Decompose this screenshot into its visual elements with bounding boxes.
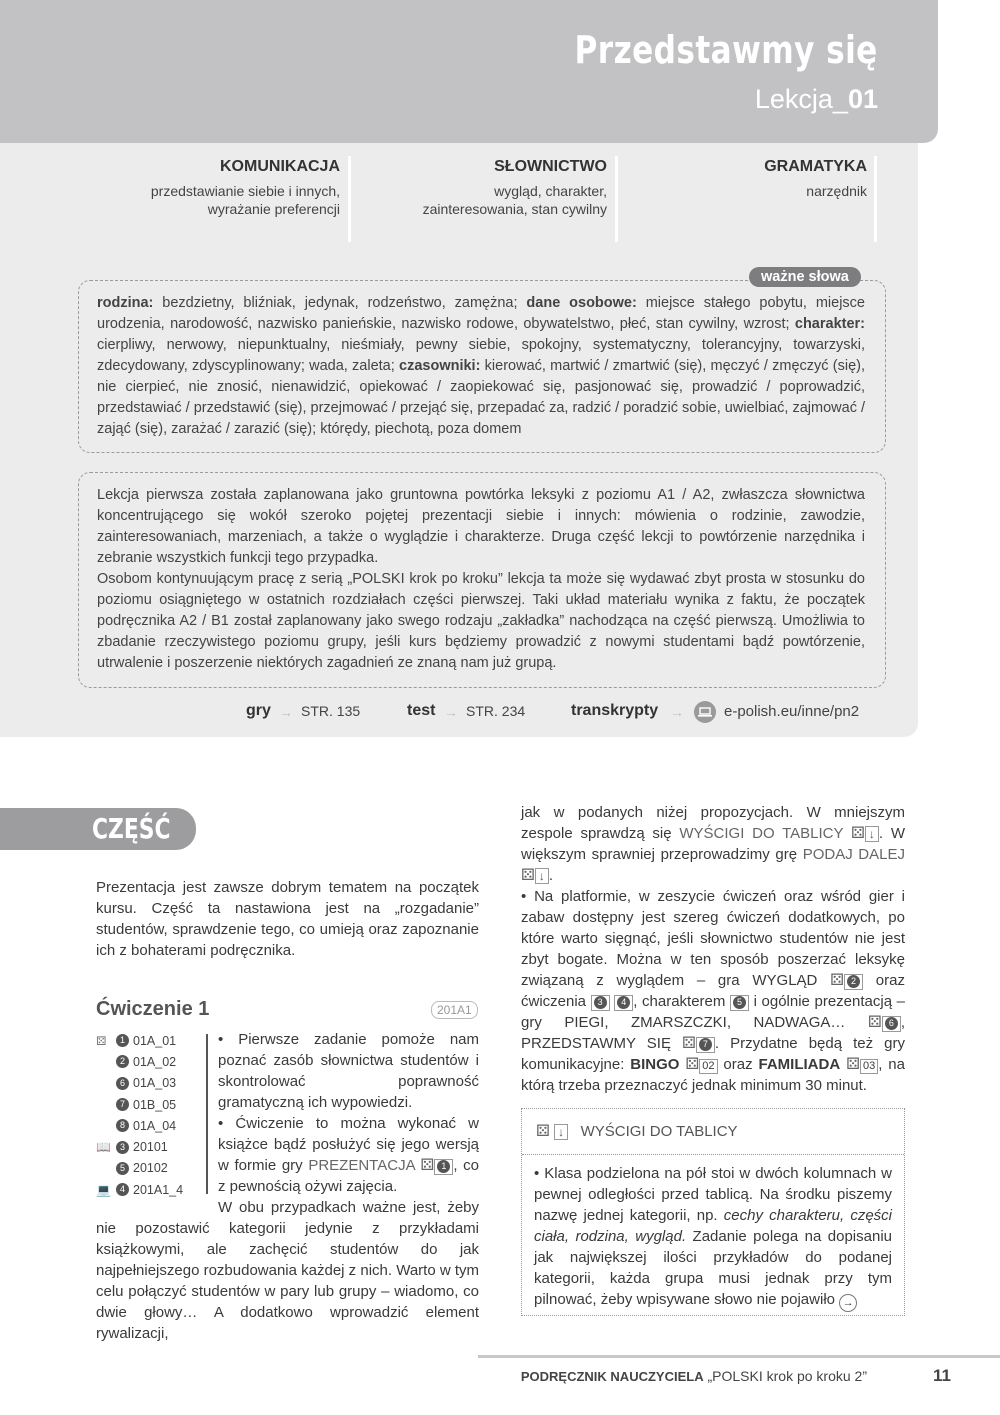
- part-a-intro: Prezentacja jest zawsze dobrym tematem na początek kursu. Część ta nastawiona jest na „rozgadanie” studentów, sprawdzenie tego, co umieją oraz zapoznanie ich z bohaterami podręcznika.: [96, 879, 479, 959]
- exercise-title: Ćwiczenie 1: [96, 998, 210, 1020]
- laptop-icon: [694, 701, 716, 723]
- footer-line: [478, 1355, 1000, 1358]
- game-icon: ⚄: [96, 1033, 107, 1048]
- track-list: [96, 1030, 196, 1200]
- game-icon: ⚄: [685, 1056, 700, 1073]
- laptop-icon: 💻: [96, 1182, 111, 1197]
- ref-gry-label: gry: [246, 702, 271, 719]
- lesson-label: Lekcja_01: [754, 84, 878, 114]
- description-paragraph: Lekcja pierwsza została zaplanowana jako gruntowna powtórka leksyki z poziomu A1 / A2, zwłaszcza słownictwa koncentrującego się wokół szeroko pojętej prezentacji siebie i innych: mówienia o rodzinie, zawodzie, zainteresowaniach, marzeniach, a także o wyglądzie i charakterze. Druga część lekcji to powtórzenie narzędnika i zebranie wszystkich funkcji tego przypadka.: [97, 487, 865, 566]
- column-slownictwo: SŁOWNICTWO wygląd, charakter, zainteresowania, stan cywilny: [422, 158, 607, 217]
- ref-test-page[interactable]: STR. 234: [466, 703, 526, 719]
- exercise-text-3: W obu przypadkach ważne jest, żeby nie pozostawić kategorii jedynie z przykładami książkowymi, ale zachęcić studentów do jak najpełniejszego rozbudowania każdej z nich. Warto w tym celu połączyć studentów w pary lub grupy – wiadomo, co dwie głowy… A dodatkowo wprowadzić element rywalizacji,: [96, 1199, 479, 1342]
- column-divider: [615, 156, 618, 242]
- ref-transkrypty-label: transkrypty: [571, 702, 659, 719]
- game-icon: ⚄: [846, 1056, 860, 1073]
- part-a-tab: CZĘŚĆ A: [0, 808, 196, 850]
- track-item[interactable]: 7 01B_05: [96, 1094, 196, 1115]
- right-column-text: jak w podanych niżej propozycjach. W mniejszym zespole sprawdzą się WYŚCIGI DO TABLICY ⚄ ↓ . W większym sprawniej przeprowadzimy grę PODAJ DALEJ ⚄ ↓ . • Na platformie, w zeszycie ćwiczeń oraz wśród gier i zabaw dostępny jest szereg ćwiczeń dodatkowych, po które warto sięgnąć, jeśli słownictwo studentów nie jest zbyt bogate. Można w ten sposób poszerzać leksykę związaną z wyglądem – gra WYGLĄD ⚄ 2 oraz ćwiczenia 3 4 , charakterem 5 i ogólnie prezentacją – gry PIEGI, ZMARSZCZKI, NADWAGA… ⚄ 6 , PRZEDSTAWMY SIĘ ⚄ 7 . Przydatne będą też gry komunikacyjne: BINGO ⚄ 02 oraz FAMILIADA ⚄ 03 , na którą trzeba przeznaczyć jednak minimum 30 minut.: [521, 804, 906, 1094]
- description-paragraph: Osobom kontynuującym pracę z serią „POLSKI krok po kroku” lekcja ta może się wydawać zbyt prosta w stosunku do poziomu osiągniętego w ostatnich rozdziałach części pierwszej. Taki układ materiału wynika z faktu, że początek podręcznika A2 / B1 został zaplanowany jako swego rodzaju „zakładka” nachodząca na część pierwszą. Umożliwia to zbadanie rzeczywistego poziomu grupy, jeśli kurs będziemy prowadzić z nowymi studentami bądź powtórzenie, utrwalenie i poszerzenie niektórych zagadnień ze znaną nam już grupą.: [97, 571, 865, 671]
- keywords-tag: ważne słowa: [749, 267, 861, 287]
- page-number: 11: [933, 1366, 951, 1385]
- game-box: [521, 1108, 905, 1316]
- track-item[interactable]: 6 01A_03: [96, 1073, 196, 1094]
- game-icon: ⚄: [851, 825, 865, 842]
- track-divider: [206, 1034, 208, 1194]
- game-icon: ⚄: [867, 1014, 882, 1031]
- description-box: [78, 472, 886, 688]
- track-item[interactable]: 2 01A_02: [96, 1051, 196, 1072]
- exercise-text-2: • Ćwiczenie to można wykonać w książce bądź posłużyć się jego wersją w formie gry PREZENTACJA ⚄ 1 , co z pewnością ożywi zajęcia.: [218, 1115, 479, 1195]
- game-icon: ⚄: [682, 1035, 696, 1052]
- track-item[interactable]: ⚄ 1 01A_01: [96, 1033, 177, 1048]
- footer-text: PODRĘCZNIK NAUCZYCIELA „POLSKI krok po kroku 2”: [520, 1368, 867, 1384]
- keywords-box: rodzina: bezdzietny, bliźniak, jedynak, rodzeństwo, zamężna; dane osobowe: miejsce stałego pobytu, miejsce urodzenia, narodowość, nazwisko panieńskie, nazwisko rodowe, obywatelstwo, płeć, stan cywilny, wzrost; charakter: cierpliwy, nerwowy, niepunktualny, nieśmiały, pewny siebie, spokojny, systematyczny, tolerancyjny, towarzyski, zdecydowany, zdyscyplinowany; wada, zaleta; czasowniki: kierować, martwić / zmartwić (się), męczyć / zmęczyć (się), nie cierpieć, nie znosić, nienawidzić, opiekować / zaopiekować się, pasjonować się, prowadzić / poprowadzić, przedstawiać / przedstawić (się), przejmować / przejąć się, przepadać za, radzić / poradzić sobie, uwielbiać, zajmować / zająć (się), zarażać / zarazić (się); którędy, piechotą, poza domem: [78, 280, 886, 453]
- game-icon: ⚄: [830, 972, 845, 989]
- arrow-icon: →: [444, 704, 458, 720]
- track-item[interactable]: 5 20102: [96, 1158, 196, 1179]
- track-item[interactable]: 8 01A_04: [96, 1115, 196, 1136]
- column-divider: [874, 156, 877, 242]
- column-komunikacja: KOMUNIKACJA przedstawianie siebie i innych, wyrażanie preferencji: [150, 158, 340, 217]
- transkrypty-link[interactable]: e-polish.eu/inne/pn2: [724, 703, 860, 720]
- arrow-icon: →: [279, 704, 293, 720]
- game-icon: ⚄: [420, 1157, 435, 1174]
- exercise-text-1: • Pierwsze zadanie pomoże nam poznać zasób słownictwa studentów i skontrolować poprawność gramatyczną ich wypowiedzi.: [218, 1031, 479, 1111]
- ref-test-label: test: [407, 702, 436, 719]
- column-divider: [348, 156, 351, 242]
- arrow-icon: →: [670, 704, 684, 720]
- track-item[interactable]: 💻 4 201A1_4: [96, 1182, 184, 1197]
- continue-arrow-icon: →: [839, 1294, 857, 1312]
- game-icon: ⚄: [536, 1123, 550, 1140]
- game-icon: ⚄: [521, 867, 535, 884]
- game-box-header: ⚄ ↓ WYŚCIGI DO TABLICY: [522, 1109, 904, 1155]
- ref-gry-page[interactable]: STR. 135: [301, 703, 361, 719]
- lesson-number: 01: [847, 84, 878, 114]
- exercise-code-badge: 201A1: [431, 1001, 478, 1019]
- book-icon: 📖: [96, 1140, 111, 1155]
- game-box-body: • Klasa podzielona na pół stoi w dwóch kolumnach w pewnej odległości przed tablicą. Na środku piszemy nazwę jednej kategorii, np. cechy charakteru, części ciała, rodzina, wygląd. Zadanie polega na dopisaniu jak największej ilości przykładów do podanej kategorii, każda grupa musi jednak przy tym pilnować, żeby wpisywane słowo nie pojawiło →: [522, 1155, 904, 1312]
- column-gramatyka: GRAMATYKA narzędnik: [764, 158, 867, 199]
- lesson-title: Przedstawmy się: [574, 28, 878, 72]
- track-item[interactable]: 📖 3 20101: [96, 1140, 168, 1155]
